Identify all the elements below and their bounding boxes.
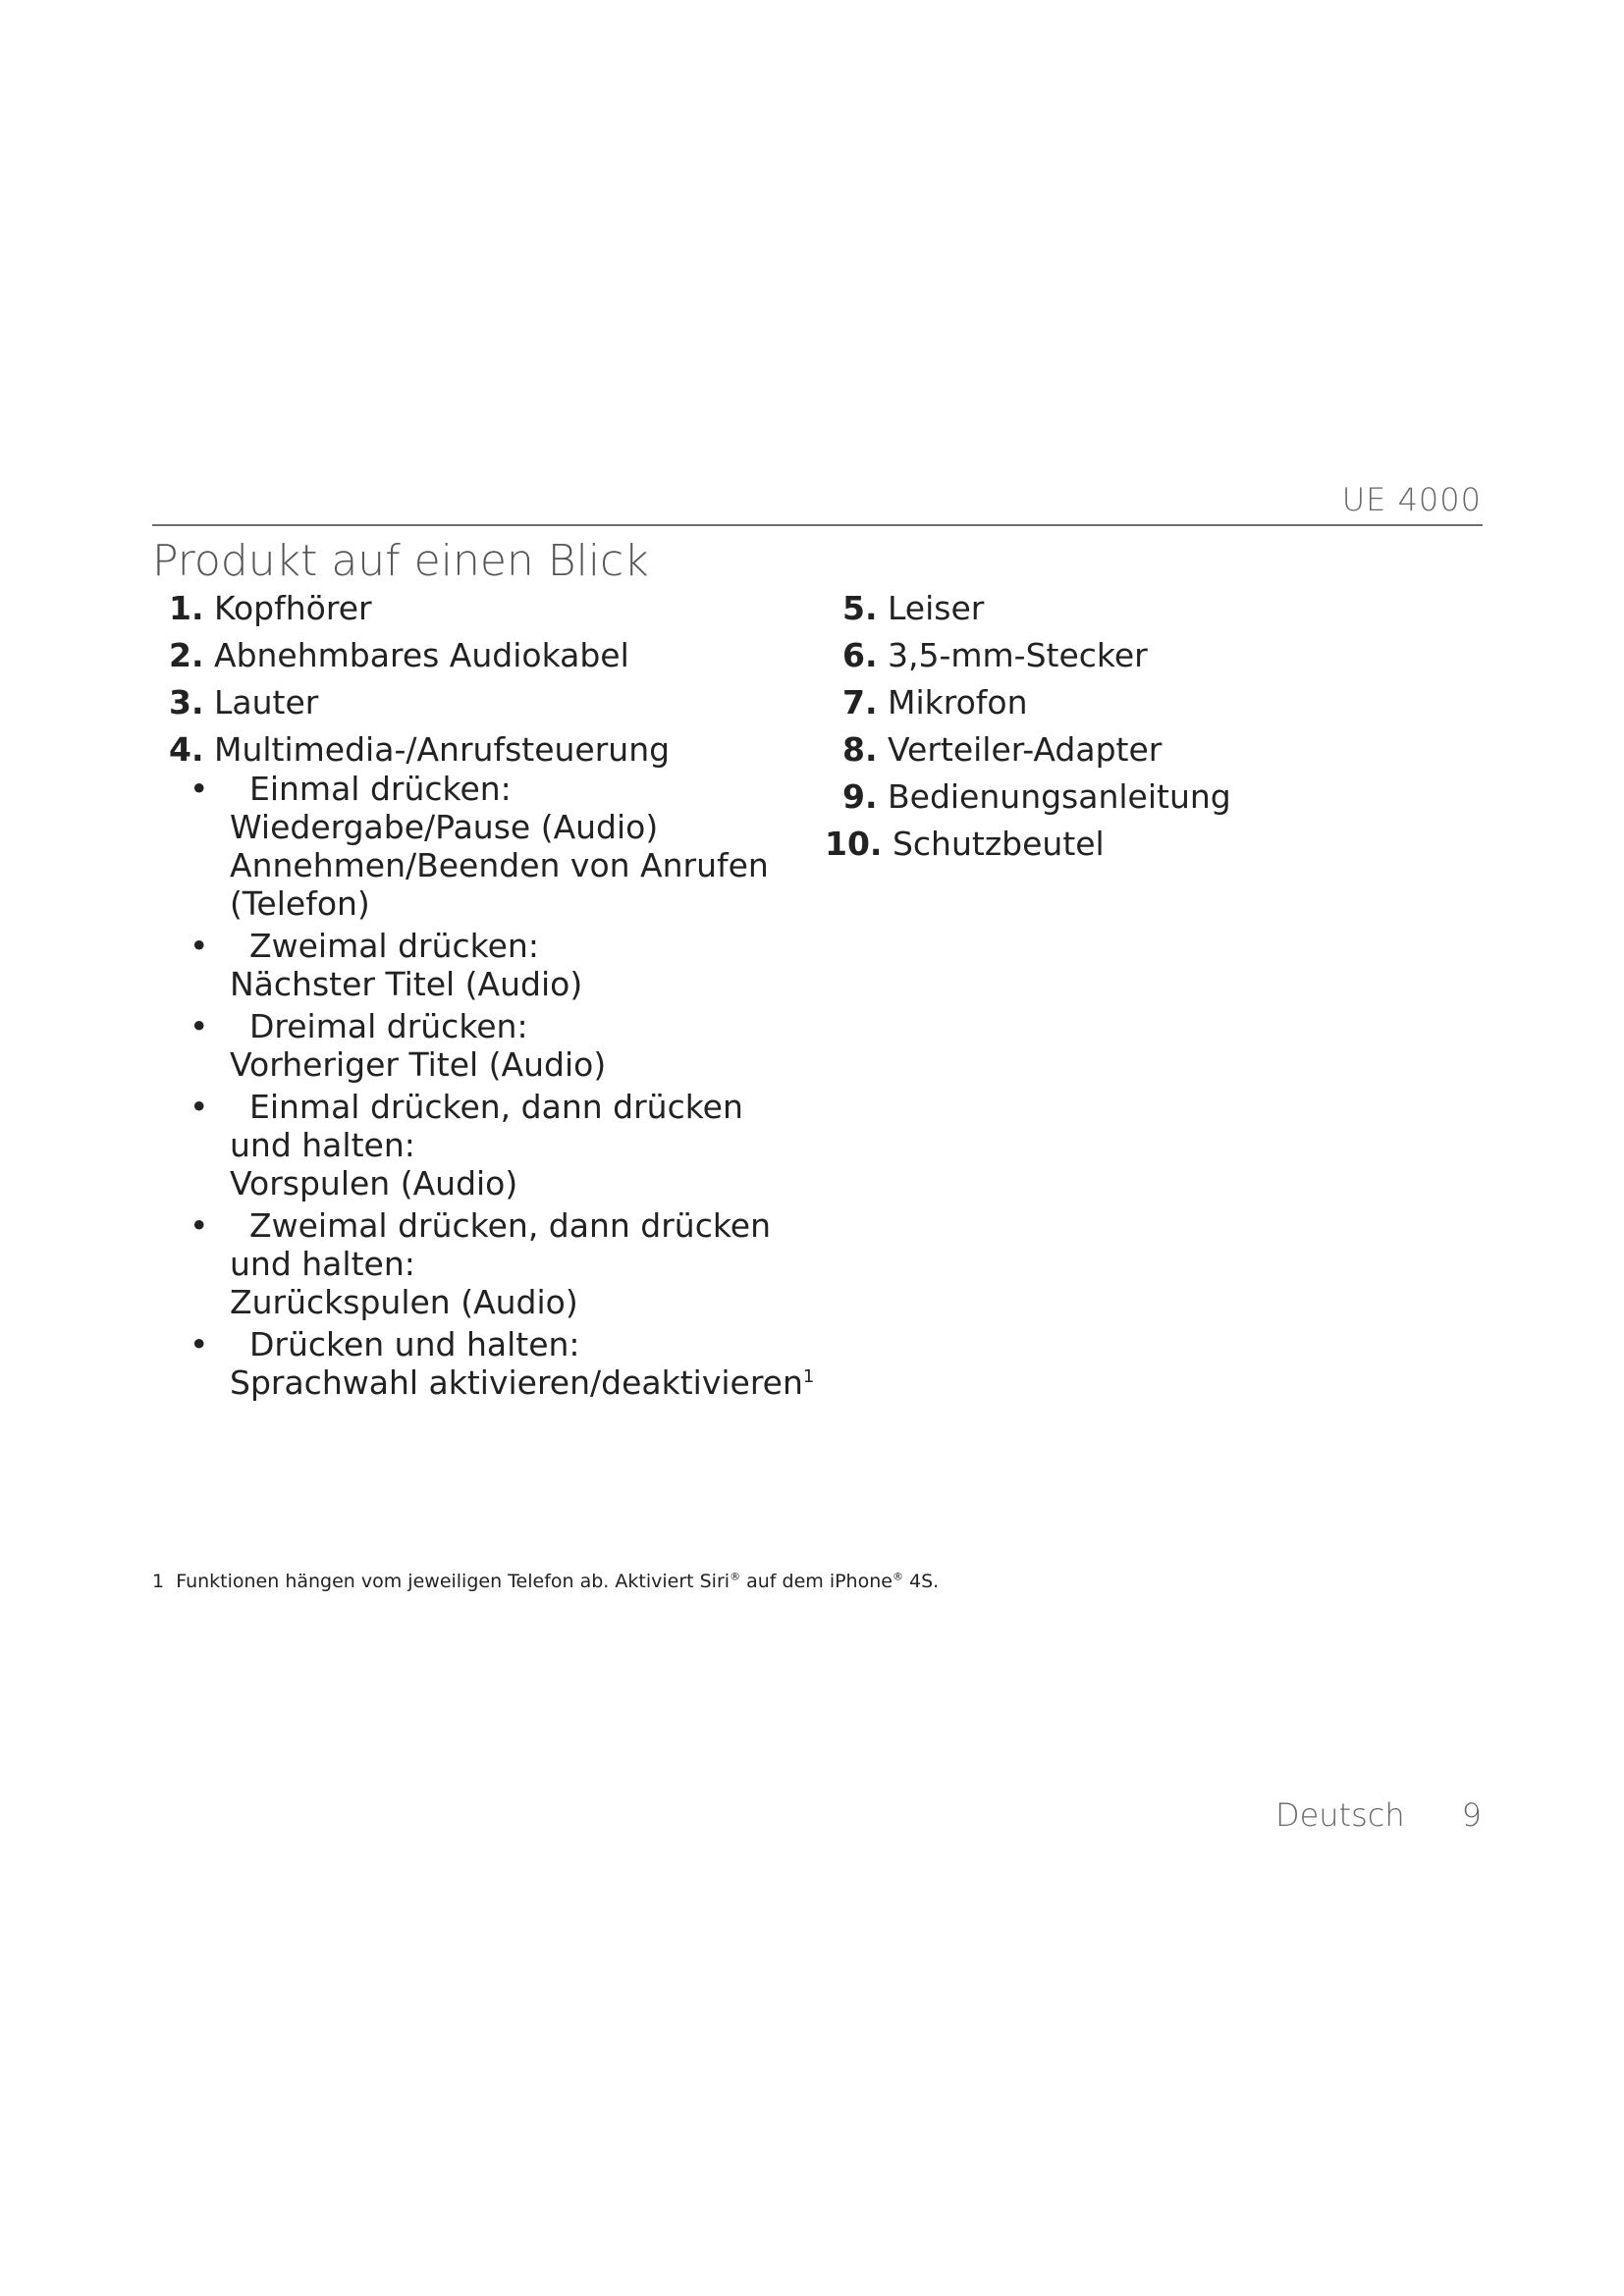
- header-product-name: UE 4000: [1341, 481, 1482, 518]
- list-item: 6. 3,5-mm-Stecker: [842, 636, 1148, 674]
- footnote-ref: 1: [802, 1366, 815, 1387]
- footer-language: Deutsch: [1274, 1796, 1405, 1834]
- list-item: 4. Multimedia-/Anrufsteuerung: [169, 730, 671, 769]
- page-number: 9: [1461, 1796, 1482, 1834]
- list-item: 3. Lauter: [169, 683, 319, 721]
- page-footer: [1275, 1796, 1482, 1834]
- control-item: • Einmal drücken: Wiedergabe/Pause (Audio) Annehmen/Beenden von Anrufen (Telefon): [189, 770, 769, 923]
- list-item: 8. Verteiler-Adapter: [842, 730, 1163, 769]
- list-item: 7. Mikrofon: [842, 683, 1028, 721]
- header-divider: [152, 524, 1483, 526]
- section-title: Produkt auf einen Blick: [152, 536, 649, 586]
- list-item: 9. Bedienungsanleitung: [842, 777, 1231, 816]
- right-column: [825, 585, 1392, 868]
- left-column: [169, 585, 815, 1406]
- list-item: 10. Schutzbeutel: [825, 825, 1105, 863]
- control-item: • Zweimal drücken, dann drücken und halten: Zurückspulen (Audio): [189, 1206, 772, 1321]
- control-item: • Zweimal drücken: Nächster Titel (Audio): [189, 927, 583, 1003]
- footnote: 1 Funktionen hängen vom jeweiligen Telefon ab. Aktiviert Siri® auf dem iPhone® 4S.: [152, 1570, 940, 1592]
- control-list: [169, 770, 815, 1402]
- control-item: • Einmal drücken, dann drücken und halten: Vorspulen (Audio): [189, 1088, 743, 1202]
- list-item: 2. Abnehmbares Audiokabel: [169, 636, 629, 674]
- control-item: • Drücken und halten: Sprachwahl aktivieren/deaktivieren$^1$: [189, 1325, 815, 1402]
- list-item: 1. Kopfhörer: [169, 589, 372, 627]
- control-item: • Dreimal drücken: Vorheriger Titel (Audio): [189, 1007, 607, 1084]
- list-item: 5. Leiser: [842, 589, 985, 627]
